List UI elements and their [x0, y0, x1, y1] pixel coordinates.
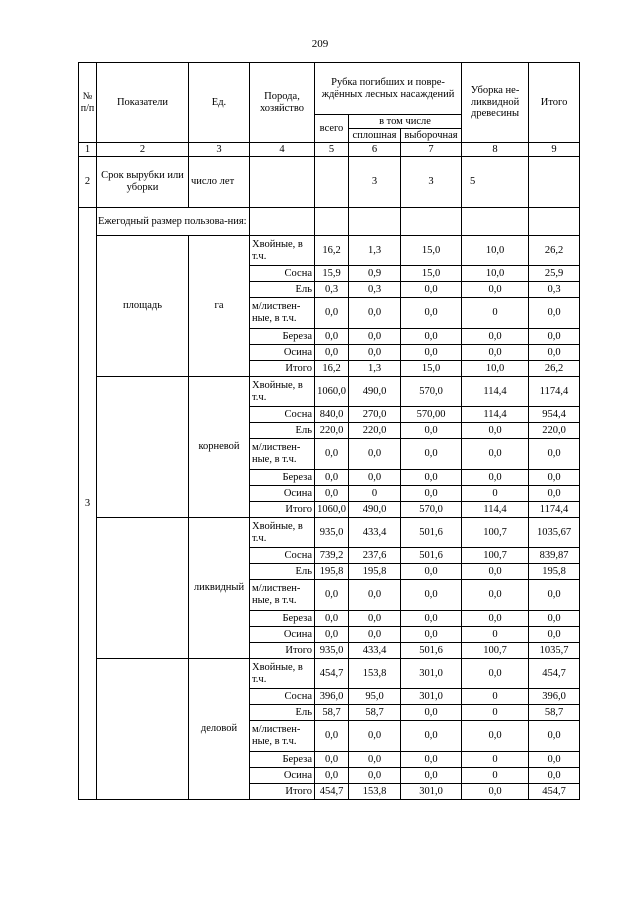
value-cell: 0 [462, 768, 529, 784]
breed-cell: Ель [250, 564, 315, 580]
value-cell: 301,0 [401, 784, 462, 800]
value-cell: 0,0 [401, 752, 462, 768]
value-cell: 0,0 [315, 627, 349, 643]
value-cell: 0,0 [349, 298, 401, 329]
value-cell: 954,4 [529, 407, 580, 423]
column-number: 2 [97, 143, 189, 157]
value-cell: 1174,4 [529, 377, 580, 407]
row-annual-title [79, 208, 580, 236]
section-indicator [97, 659, 189, 800]
header-unit: Ед. [189, 63, 250, 143]
value-cell: 570,0 [401, 377, 462, 407]
value-cell: 15,0 [401, 236, 462, 266]
row-term-unit: число лет [189, 157, 250, 208]
value-cell: 0,0 [462, 784, 529, 800]
empty-cell [462, 208, 529, 236]
data-table [78, 62, 580, 800]
breed-cell: Осина [250, 627, 315, 643]
value-cell: 0,0 [462, 423, 529, 439]
value-cell: 270,0 [349, 407, 401, 423]
value-cell: 153,8 [349, 784, 401, 800]
value-cell: 0,0 [315, 580, 349, 611]
column-number: 5 [315, 143, 349, 157]
breed-cell: Итого [250, 502, 315, 518]
value-cell: 0 [462, 752, 529, 768]
empty-cell [349, 208, 401, 236]
value-cell: 1060,0 [315, 502, 349, 518]
value-cell: 396,0 [315, 689, 349, 705]
column-number: 1 [79, 143, 97, 157]
value-cell: 1,3 [349, 236, 401, 266]
value-cell: 0,0 [529, 470, 580, 486]
header-solid: сплошная [349, 129, 401, 143]
table-row [79, 659, 580, 689]
value-cell: 0,0 [529, 439, 580, 470]
row-term-solid: 3 [349, 157, 401, 208]
value-cell: 0,0 [462, 564, 529, 580]
row-term-breed [250, 157, 315, 208]
value-cell: 0,0 [462, 580, 529, 611]
table-header [79, 63, 580, 157]
value-cell: 0 [462, 705, 529, 721]
value-cell: 237,6 [349, 548, 401, 564]
value-cell: 0,0 [401, 580, 462, 611]
value-cell: 0,0 [349, 329, 401, 345]
value-cell: 0,0 [315, 611, 349, 627]
value-cell: 501,6 [401, 643, 462, 659]
breed-cell: Осина [250, 486, 315, 502]
value-cell: 1174,4 [529, 502, 580, 518]
value-cell: 0,0 [315, 768, 349, 784]
value-cell: 0,0 [349, 611, 401, 627]
table-row [79, 518, 580, 548]
header-total: всего [315, 115, 349, 143]
value-cell: 58,7 [349, 705, 401, 721]
value-cell: 454,7 [529, 784, 580, 800]
breed-cell: Осина [250, 345, 315, 361]
breed-cell: м/листвен-ные, в т.ч. [250, 298, 315, 329]
value-cell: 0,0 [529, 298, 580, 329]
value-cell: 0 [462, 486, 529, 502]
value-cell: 0,0 [401, 611, 462, 627]
value-cell: 0,0 [349, 580, 401, 611]
value-cell: 454,7 [315, 659, 349, 689]
row-term-itogo [529, 157, 580, 208]
value-cell: 0,0 [401, 439, 462, 470]
value-cell: 0,0 [529, 768, 580, 784]
value-cell: 16,2 [315, 236, 349, 266]
row-term-selective: 3 [401, 157, 462, 208]
column-number: 6 [349, 143, 401, 157]
value-cell: 0,0 [349, 752, 401, 768]
value-cell: 0,0 [401, 486, 462, 502]
value-cell: 0,0 [401, 282, 462, 298]
value-cell: 10,0 [462, 266, 529, 282]
value-cell: 0,0 [462, 345, 529, 361]
breed-cell: Хвойные, в т.ч. [250, 518, 315, 548]
value-cell: 0,0 [401, 423, 462, 439]
section-indicator [97, 377, 189, 518]
value-cell: 0,0 [401, 345, 462, 361]
value-cell: 570,0 [401, 502, 462, 518]
value-cell: 58,7 [315, 705, 349, 721]
value-cell: 839,87 [529, 548, 580, 564]
breed-cell: м/листвен-ные, в т.ч. [250, 721, 315, 752]
value-cell: 220,0 [349, 423, 401, 439]
breed-cell: м/листвен-ные, в т.ч. [250, 439, 315, 470]
value-cell: 0,0 [349, 345, 401, 361]
row-term-cleanup: 5 [462, 157, 529, 208]
value-cell: 0,0 [315, 329, 349, 345]
header-indicators: Показатели [97, 63, 189, 143]
empty-cell [250, 208, 315, 236]
value-cell: 0,0 [349, 721, 401, 752]
row-annual-title-text: Ежегодный размер пользова-ния: [97, 208, 250, 236]
value-cell: 16,2 [315, 361, 349, 377]
value-cell: 0,3 [315, 282, 349, 298]
row-term [79, 157, 580, 208]
column-number: 4 [250, 143, 315, 157]
row-term-num: 2 [79, 157, 97, 208]
value-cell: 0,0 [401, 564, 462, 580]
value-cell: 0,0 [529, 345, 580, 361]
column-number: 9 [529, 143, 580, 157]
section-indicator: площадь [97, 236, 189, 377]
value-cell: 0,0 [401, 705, 462, 721]
header-cleanup: Уборка не-ликвидной древесины [462, 63, 529, 143]
value-cell: 0,0 [401, 329, 462, 345]
value-cell: 396,0 [529, 689, 580, 705]
value-cell: 0,0 [401, 298, 462, 329]
section-unit: деловой [189, 659, 250, 800]
value-cell: 114,4 [462, 377, 529, 407]
value-cell: 0,0 [529, 580, 580, 611]
breed-cell: Хвойные, в т.ч. [250, 236, 315, 266]
breed-cell: Хвойные, в т.ч. [250, 659, 315, 689]
value-cell: 1035,67 [529, 518, 580, 548]
value-cell: 0,0 [529, 752, 580, 768]
value-cell: 0 [462, 298, 529, 329]
breed-cell: м/листвен-ные, в т.ч. [250, 580, 315, 611]
header-including: в том числе [349, 115, 462, 129]
value-cell: 0,0 [462, 470, 529, 486]
value-cell: 0,0 [315, 470, 349, 486]
row-term-total [315, 157, 349, 208]
value-cell: 0,0 [315, 486, 349, 502]
value-cell: 26,2 [529, 236, 580, 266]
value-cell: 739,2 [315, 548, 349, 564]
value-cell: 0,0 [315, 298, 349, 329]
column-number: 8 [462, 143, 529, 157]
value-cell: 0 [462, 627, 529, 643]
page-number: 209 [311, 38, 329, 50]
breed-cell: Береза [250, 752, 315, 768]
value-cell: 0,0 [529, 611, 580, 627]
value-cell: 0,0 [462, 329, 529, 345]
breed-cell: Сосна [250, 689, 315, 705]
value-cell: 501,6 [401, 548, 462, 564]
breed-cell: Итого [250, 784, 315, 800]
section-unit: га [189, 236, 250, 377]
value-cell: 220,0 [315, 423, 349, 439]
value-cell: 0 [349, 486, 401, 502]
column-numbers-row [79, 143, 580, 157]
value-cell: 10,0 [462, 236, 529, 266]
value-cell: 195,8 [349, 564, 401, 580]
value-cell: 1,3 [349, 361, 401, 377]
value-cell: 0,0 [462, 721, 529, 752]
value-cell: 0,0 [529, 329, 580, 345]
value-cell: 0,0 [349, 768, 401, 784]
value-cell: 0,3 [349, 282, 401, 298]
section-unit: корневой [189, 377, 250, 518]
value-cell: 153,8 [349, 659, 401, 689]
value-cell: 100,7 [462, 518, 529, 548]
value-cell: 58,7 [529, 705, 580, 721]
value-cell: 0,3 [529, 282, 580, 298]
value-cell: 0,0 [462, 611, 529, 627]
value-cell: 0 [462, 689, 529, 705]
breed-cell: Ель [250, 705, 315, 721]
value-cell: 0,0 [315, 345, 349, 361]
value-cell: 301,0 [401, 659, 462, 689]
value-cell: 0,9 [349, 266, 401, 282]
breed-cell: Сосна [250, 407, 315, 423]
value-cell: 490,0 [349, 377, 401, 407]
breed-cell: Береза [250, 470, 315, 486]
value-cell: 100,7 [462, 643, 529, 659]
value-cell: 935,0 [315, 643, 349, 659]
breed-cell: Береза [250, 611, 315, 627]
value-cell: 0,0 [529, 721, 580, 752]
value-cell: 935,0 [315, 518, 349, 548]
value-cell: 840,0 [315, 407, 349, 423]
empty-cell [315, 208, 349, 236]
value-cell: 15,0 [401, 361, 462, 377]
header-cutting: Рубка погибших и повре-ждённых лесных насаждений [315, 63, 462, 115]
section-unit: ликвидный [189, 518, 250, 659]
value-cell: 195,8 [315, 564, 349, 580]
value-cell: 0,0 [315, 721, 349, 752]
column-number: 7 [401, 143, 462, 157]
breed-cell: Осина [250, 768, 315, 784]
value-cell: 490,0 [349, 502, 401, 518]
value-cell: 95,0 [349, 689, 401, 705]
value-cell: 0,0 [401, 470, 462, 486]
value-cell: 0,0 [462, 439, 529, 470]
table-row [79, 377, 580, 407]
column-number: 3 [189, 143, 250, 157]
value-cell: 195,8 [529, 564, 580, 580]
value-cell: 114,4 [462, 502, 529, 518]
breed-cell: Итого [250, 361, 315, 377]
breed-cell: Сосна [250, 548, 315, 564]
value-cell: 0,0 [401, 721, 462, 752]
value-cell: 301,0 [401, 689, 462, 705]
empty-cell [401, 208, 462, 236]
value-cell: 433,4 [349, 643, 401, 659]
value-cell: 0,0 [529, 627, 580, 643]
row-annual-num: 3 [79, 208, 97, 800]
empty-cell [529, 208, 580, 236]
header-num: № п/п [79, 63, 97, 143]
value-cell: 501,6 [401, 518, 462, 548]
value-cell: 0,0 [401, 627, 462, 643]
breed-cell: Ель [250, 282, 315, 298]
value-cell: 15,9 [315, 266, 349, 282]
table-row [79, 236, 580, 266]
value-cell: 0,0 [349, 627, 401, 643]
breed-cell: Ель [250, 423, 315, 439]
header-selective: выборочная [401, 129, 462, 143]
value-cell: 1035,7 [529, 643, 580, 659]
value-cell: 25,9 [529, 266, 580, 282]
value-cell: 0,0 [529, 486, 580, 502]
value-cell: 26,2 [529, 361, 580, 377]
breed-cell: Сосна [250, 266, 315, 282]
value-cell: 0,0 [349, 439, 401, 470]
value-cell: 0,0 [315, 752, 349, 768]
table-body [79, 157, 580, 800]
value-cell: 0,0 [349, 470, 401, 486]
value-cell: 0,0 [315, 439, 349, 470]
value-cell: 15,0 [401, 266, 462, 282]
header-itogo: Итого [529, 63, 580, 143]
value-cell: 0,0 [462, 282, 529, 298]
value-cell: 1060,0 [315, 377, 349, 407]
breed-cell: Итого [250, 643, 315, 659]
value-cell: 570,00 [401, 407, 462, 423]
breed-cell: Береза [250, 329, 315, 345]
value-cell: 0,0 [401, 768, 462, 784]
breed-cell: Хвойные, в т.ч. [250, 377, 315, 407]
value-cell: 454,7 [529, 659, 580, 689]
value-cell: 220,0 [529, 423, 580, 439]
section-indicator [97, 518, 189, 659]
value-cell: 100,7 [462, 548, 529, 564]
row-term-indicator: Срок вырубки или уборки [97, 157, 189, 208]
value-cell: 10,0 [462, 361, 529, 377]
value-cell: 114,4 [462, 407, 529, 423]
value-cell: 0,0 [462, 659, 529, 689]
value-cell: 454,7 [315, 784, 349, 800]
header-breed: Порода, хозяйство [250, 63, 315, 143]
value-cell: 433,4 [349, 518, 401, 548]
